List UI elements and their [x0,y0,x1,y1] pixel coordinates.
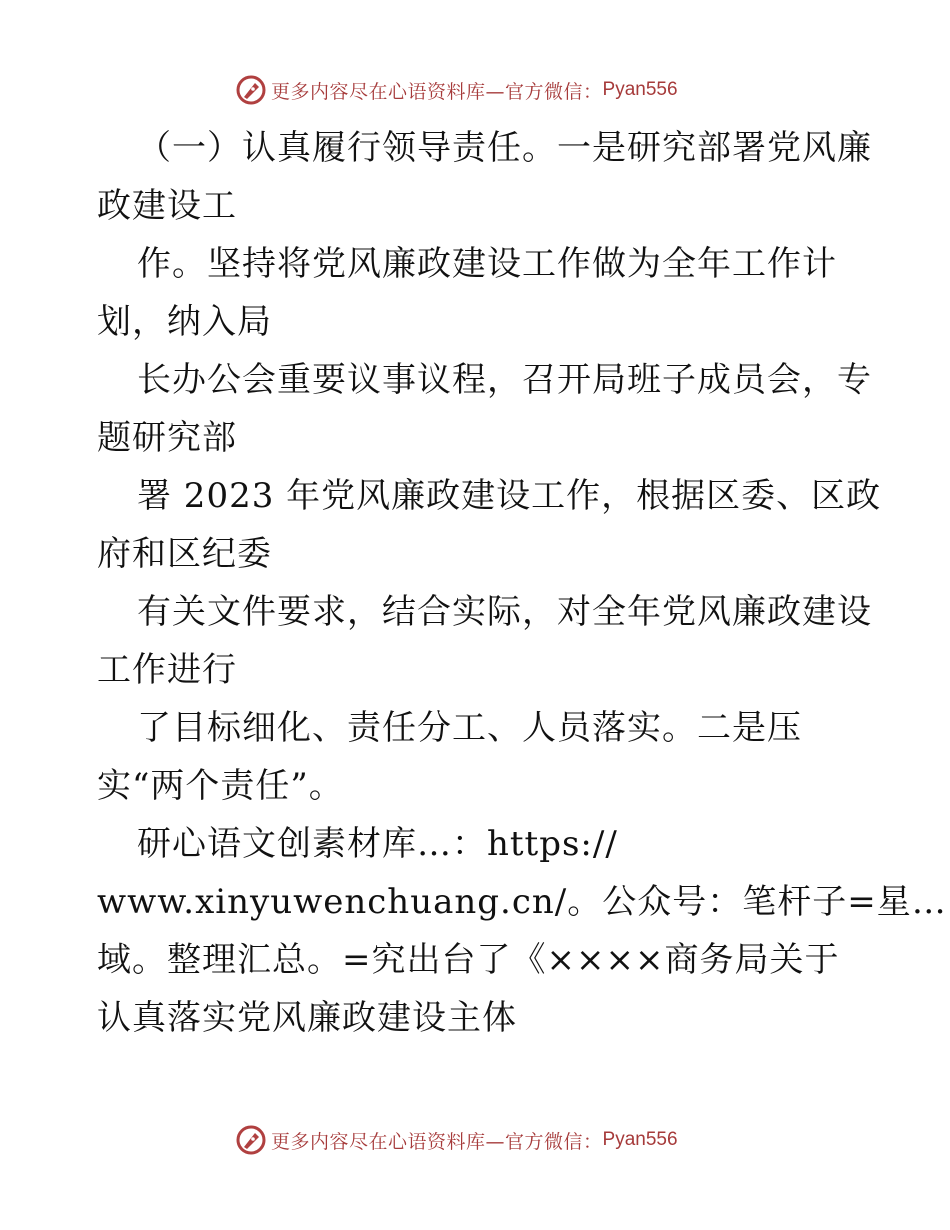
paragraph-line: 实“两个责任”。 [97,766,344,806]
paragraph-line: 有关文件要求，结合实际，对全年党风廉政建设 [137,592,872,632]
watermark-text: 更多内容尽在心语资料库—官方微信： [271,1130,603,1153]
pen-nib-circle-icon [235,1124,267,1156]
paragraph-line: 政建设工 [97,186,237,226]
paragraph-line: 认真落实党风廉政建设主体 [97,998,517,1038]
watermark-wechat-id: Pyan556 [602,79,678,100]
watermark-text: 更多内容尽在心语资料库—官方微信： [271,80,603,103]
watermark-wechat-id: Pyan556 [602,1129,678,1150]
paragraph-line: 题研究部 [97,418,237,458]
footer-watermark [235,1123,678,1157]
paragraph-line: 划，纳入局 [97,302,272,342]
paragraph-line: 了目标细化、责任分工、人员落实。二是压 [137,708,802,748]
paragraph-line: （一）认真履行领导责任。一是研究部署党风廉 [137,128,872,168]
paragraph-line: 作。坚持将党风廉政建设工作做为全年工作计 [137,244,837,284]
paragraph-line: 府和区纪委 [97,534,272,574]
paragraph-line: 长办公会重要议事议程，召开局班子成员会，专 [137,360,872,400]
paragraph-line: 域。整理汇总。=究出台了《××××商务局关于 [97,940,840,980]
paragraph-line: 研心语文创素材库…：https:// [137,824,618,864]
paragraph-line: 署 2023 年党风廉政建设工作，根据区委、区政 [137,476,882,516]
paragraph-line: 工作进行 [97,650,237,690]
paragraph-line: www.xinyuwenchuang.cn/。公众号：笔杆子=星… [97,882,947,922]
